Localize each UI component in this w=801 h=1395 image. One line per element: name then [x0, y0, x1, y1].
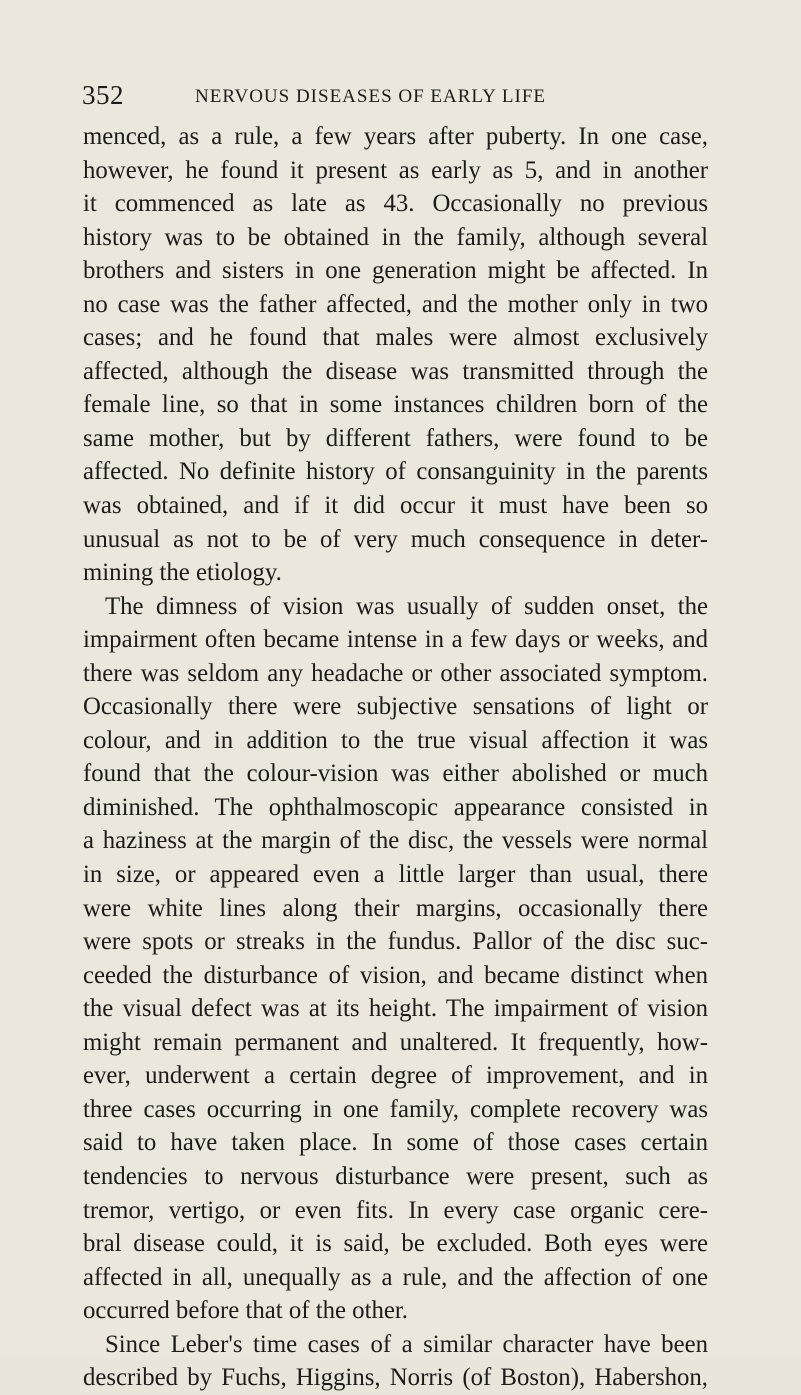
text-line: same mother, but by different fathers, were found to be: [83, 424, 708, 452]
text-line: ever, underwent a certain degree of improvement, and in: [83, 1062, 708, 1090]
text-line: menced, as a rule, a few years after puberty. In one case,: [83, 123, 708, 150]
text-line: affected. No definite history of consanguinity in the parents: [83, 458, 708, 486]
text-line: mining the etiology.: [83, 559, 282, 587]
text-line: affected, although the disease was transmitted through the: [83, 357, 708, 385]
text-line: history was to be obtained in the family, although several: [83, 223, 708, 251]
text-line: affected in all, unequally as a rule, and the affection of one: [83, 1263, 708, 1291]
text-line: tendencies to nervous disturbance were present, such as: [83, 1162, 708, 1190]
text-line: The dimness of vision was usually of sudden onset, the: [105, 592, 708, 620]
text-line: no case was the father affected, and the mother only in two: [83, 290, 708, 318]
running-head: NERVOUS DISEASES OF EARLY LIFE: [195, 86, 547, 107]
text-line: unusual as not to be of very much consequence in deter-: [83, 525, 708, 553]
text-line: female line, so that in some instances children born of the: [83, 391, 708, 419]
text-line: described by Fuchs, Higgins, Norris (of Boston), Habershon,: [83, 1364, 708, 1392]
text-line: ceeded the disturbance of vision, and became distinct when: [83, 961, 708, 989]
text-line: occurred before that of the other.: [83, 1297, 408, 1325]
text-line: however, he found it present as early as 5, and in another: [83, 156, 708, 184]
text-line: was obtained, and if it did occur it must have been so: [83, 492, 708, 520]
text-line: tremor, vertigo, or even fits. In every case organic cere-: [83, 1196, 708, 1224]
text-line: the visual defect was at its height. The impairment of vision: [83, 995, 708, 1023]
page-number: 352: [82, 80, 124, 110]
text-line: Since Leber's time cases of a similar character have been: [105, 1330, 708, 1358]
text-line: there was seldom any headache or other associated symptom.: [83, 659, 708, 687]
text-line: found that the colour-vision was either abolished or much: [83, 760, 708, 788]
text-line: brothers and sisters in one generation might be affected. In: [83, 257, 708, 285]
text-line: it commenced as late as 43. Occasionally no previous: [83, 190, 708, 218]
text-line: three cases occurring in one family, complete recovery was: [83, 1095, 708, 1123]
text-line: might remain permanent and unaltered. It frequently, how-: [83, 1028, 708, 1056]
text-line: said to have taken place. In some of those cases certain: [83, 1129, 708, 1157]
text-line: impairment often became intense in a few days or weeks, and: [83, 626, 708, 654]
text-line: were white lines along their margins, occasionally there: [83, 894, 708, 922]
text-line: cases; and he found that males were almost exclusively: [83, 324, 708, 352]
text-line: Occasionally there were subjective sensations of light or: [83, 693, 708, 721]
text-line: colour, and in addition to the true visual affection it was: [83, 726, 708, 754]
page-header: [82, 80, 722, 114]
text-line: bral disease could, it is said, be excluded. Both eyes were: [83, 1230, 708, 1258]
body-text: [83, 120, 708, 1395]
text-line: a haziness at the margin of the disc, the vessels were normal: [83, 827, 708, 855]
text-line: diminished. The ophthalmoscopic appearance consisted in: [83, 793, 708, 821]
text-line: were spots or streaks in the fundus. Pallor of the disc suc-: [83, 928, 708, 956]
text-line: in size, or appeared even a little larger than usual, there: [83, 861, 708, 889]
